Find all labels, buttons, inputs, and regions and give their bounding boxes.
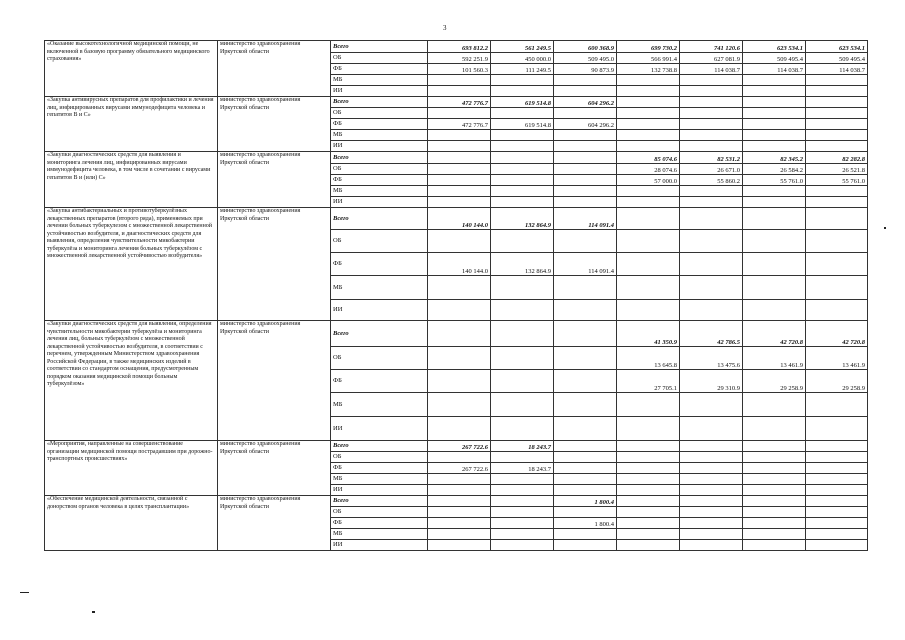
amount-cell — [680, 529, 743, 540]
amount-cell: 13 645.8 — [617, 347, 680, 370]
amount-cell — [491, 518, 554, 529]
amount-cell — [806, 197, 868, 208]
amount-cell — [491, 86, 554, 97]
funding-source-label: ФБ — [331, 518, 428, 529]
amount-cell: 26 521.8 — [806, 164, 868, 175]
amount-cell — [617, 393, 680, 417]
amount-cell — [680, 540, 743, 551]
amount-cell — [554, 86, 617, 97]
scan-mark — [20, 592, 29, 593]
amount-cell — [491, 540, 554, 551]
amount-cell: 13 461.9 — [743, 347, 806, 370]
amount-cell — [743, 108, 806, 119]
funding-source-label: МБ — [331, 474, 428, 485]
amount-cell — [428, 141, 491, 152]
amount-cell: 26 671.0 — [680, 164, 743, 175]
funding-source-label: ИИ — [331, 300, 428, 321]
amount-cell — [554, 300, 617, 321]
amount-cell — [491, 485, 554, 496]
amount-cell: 42 720.8 — [806, 321, 868, 347]
amount-cell — [680, 130, 743, 141]
funding-source-label: ФБ — [331, 253, 428, 276]
amount-cell — [806, 507, 868, 518]
amount-cell — [617, 417, 680, 441]
amount-cell: 29 258.9 — [743, 370, 806, 393]
funding-source-label: ИИ — [331, 417, 428, 441]
amount-cell — [428, 540, 491, 551]
amount-cell — [491, 370, 554, 393]
scan-mark — [92, 611, 95, 613]
amount-cell — [680, 141, 743, 152]
funding-source-label: ИИ — [331, 540, 428, 551]
funding-source-label: ОБ — [331, 507, 428, 518]
amount-cell — [491, 230, 554, 253]
amount-cell: 267 722.6 — [428, 463, 491, 474]
amount-cell: 28 074.6 — [617, 164, 680, 175]
amount-cell: 13 461.9 — [806, 347, 868, 370]
amount-cell: 619 514.8 — [491, 119, 554, 130]
amount-cell: 29 310.9 — [680, 370, 743, 393]
amount-cell — [617, 474, 680, 485]
funding-source-label: Всего — [331, 321, 428, 347]
amount-cell — [491, 300, 554, 321]
funding-source-label: Всего — [331, 41, 428, 53]
amount-cell — [743, 97, 806, 108]
amount-cell — [680, 452, 743, 463]
amount-cell: 29 258.9 — [806, 370, 868, 393]
amount-cell — [617, 97, 680, 108]
funding-source-label: Всего — [331, 208, 428, 230]
amount-cell — [806, 276, 868, 300]
amount-cell — [491, 321, 554, 347]
program-budget-table — [44, 40, 868, 551]
amount-cell — [743, 186, 806, 197]
amount-cell — [554, 130, 617, 141]
amount-cell — [743, 474, 806, 485]
amount-cell: 114 038.7 — [743, 64, 806, 75]
amount-cell — [554, 452, 617, 463]
amount-cell: 140 144.0 — [428, 208, 491, 230]
responsible-executor: министерство здравоохранения Иркутской области — [218, 97, 331, 152]
amount-cell — [428, 393, 491, 417]
amount-cell: 90 873.9 — [554, 64, 617, 75]
amount-cell: 132 864.9 — [491, 253, 554, 276]
amount-cell — [491, 141, 554, 152]
amount-cell — [680, 276, 743, 300]
amount-cell — [554, 230, 617, 253]
amount-cell — [743, 507, 806, 518]
amount-cell — [806, 441, 868, 452]
amount-cell — [491, 130, 554, 141]
amount-cell — [743, 540, 806, 551]
amount-cell: 111 249.5 — [491, 64, 554, 75]
amount-cell — [617, 441, 680, 452]
amount-cell: 1 800.4 — [554, 496, 617, 507]
amount-cell — [806, 86, 868, 97]
amount-cell: 699 730.2 — [617, 41, 680, 53]
program-title: «Оказание высокотехнологичной медицинской помощи, не включенной в базовую программу обязательного медицинского страхования» — [45, 41, 218, 97]
amount-cell: 42 720.8 — [743, 321, 806, 347]
funding-source-label: МБ — [331, 393, 428, 417]
amount-cell — [680, 496, 743, 507]
amount-cell: 472 776.7 — [428, 97, 491, 108]
funding-source-label: ИИ — [331, 197, 428, 208]
amount-cell — [428, 86, 491, 97]
amount-cell — [806, 474, 868, 485]
amount-cell — [617, 86, 680, 97]
amount-cell — [428, 370, 491, 393]
amount-cell — [554, 463, 617, 474]
amount-cell: 604 296.2 — [554, 97, 617, 108]
amount-cell — [428, 186, 491, 197]
amount-cell — [806, 496, 868, 507]
amount-cell — [743, 86, 806, 97]
funding-source-label: ФБ — [331, 175, 428, 186]
amount-cell — [680, 485, 743, 496]
amount-cell: 623 534.1 — [806, 41, 868, 53]
amount-cell — [680, 186, 743, 197]
amount-cell — [428, 230, 491, 253]
amount-cell — [680, 208, 743, 230]
amount-cell — [428, 347, 491, 370]
amount-cell — [428, 152, 491, 164]
amount-cell — [428, 507, 491, 518]
funding-source-label: ОБ — [331, 452, 428, 463]
amount-cell: 140 144.0 — [428, 253, 491, 276]
amount-cell — [554, 417, 617, 441]
amount-cell: 600 368.9 — [554, 41, 617, 53]
amount-cell — [680, 463, 743, 474]
amount-cell — [617, 507, 680, 518]
amount-cell — [806, 452, 868, 463]
amount-cell — [617, 496, 680, 507]
amount-cell — [491, 474, 554, 485]
amount-cell — [554, 393, 617, 417]
amount-cell — [806, 518, 868, 529]
funding-source-label: ФБ — [331, 370, 428, 393]
page-number: 3 — [443, 24, 447, 32]
amount-cell — [617, 529, 680, 540]
amount-cell: 623 534.1 — [743, 41, 806, 53]
amount-cell — [680, 474, 743, 485]
funding-source-label: ФБ — [331, 64, 428, 75]
amount-cell: 114 091.4 — [554, 253, 617, 276]
amount-cell — [743, 141, 806, 152]
amount-cell: 450 000.0 — [491, 53, 554, 64]
amount-cell: 18 243.7 — [491, 463, 554, 474]
amount-cell: 82 345.2 — [743, 152, 806, 164]
amount-cell — [806, 75, 868, 86]
amount-cell — [428, 276, 491, 300]
amount-cell — [491, 496, 554, 507]
amount-cell — [491, 347, 554, 370]
amount-cell: 132 864.9 — [491, 208, 554, 230]
amount-cell — [743, 253, 806, 276]
amount-cell — [680, 507, 743, 518]
amount-cell — [617, 230, 680, 253]
amount-cell — [806, 417, 868, 441]
amount-cell: 604 296.2 — [554, 119, 617, 130]
responsible-executor: министерство здравоохранения Иркутской области — [218, 441, 331, 496]
amount-cell — [554, 276, 617, 300]
amount-cell — [743, 130, 806, 141]
amount-cell — [743, 452, 806, 463]
amount-cell — [491, 186, 554, 197]
amount-cell: 472 776.7 — [428, 119, 491, 130]
amount-cell — [617, 276, 680, 300]
amount-cell — [806, 393, 868, 417]
amount-cell — [617, 518, 680, 529]
amount-cell — [617, 540, 680, 551]
responsible-executor: министерство здравоохранения Иркутской области — [218, 41, 331, 97]
amount-cell — [554, 474, 617, 485]
amount-cell — [617, 141, 680, 152]
amount-cell — [743, 485, 806, 496]
amount-cell — [491, 164, 554, 175]
funding-source-label: ФБ — [331, 119, 428, 130]
amount-cell: 114 038.7 — [680, 64, 743, 75]
amount-cell: 82 531.2 — [680, 152, 743, 164]
amount-cell — [554, 485, 617, 496]
amount-cell — [680, 108, 743, 119]
amount-cell — [428, 75, 491, 86]
responsible-executor: министерство здравоохранения Иркутской области — [218, 152, 331, 208]
responsible-executor: министерство здравоохранения Иркутской области — [218, 321, 331, 441]
amount-cell — [554, 507, 617, 518]
amount-cell — [617, 108, 680, 119]
amount-cell — [806, 141, 868, 152]
amount-cell — [428, 452, 491, 463]
amount-cell: 619 514.8 — [491, 97, 554, 108]
amount-cell — [617, 75, 680, 86]
amount-cell: 42 786.5 — [680, 321, 743, 347]
amount-cell — [428, 529, 491, 540]
amount-cell — [680, 393, 743, 417]
amount-cell — [428, 300, 491, 321]
amount-cell: 627 081.9 — [680, 53, 743, 64]
amount-cell — [554, 108, 617, 119]
amount-cell — [680, 230, 743, 253]
funding-source-label: ОБ — [331, 347, 428, 370]
amount-cell: 55 860.2 — [680, 175, 743, 186]
amount-cell: 509 495.0 — [554, 53, 617, 64]
amount-cell — [680, 253, 743, 276]
amount-cell — [554, 321, 617, 347]
amount-cell — [680, 97, 743, 108]
amount-cell: 18 243.7 — [491, 441, 554, 452]
amount-cell — [491, 452, 554, 463]
amount-cell: 509 495.4 — [743, 53, 806, 64]
program-title: «Закупки диагностических средств для выявления и мониторинга лечения лиц, инфицированных вирусами иммунодефицита человека, в том числе в сочетании с вирусами гепатитов В и (или) С» — [45, 152, 218, 208]
funding-source-label: ОБ — [331, 53, 428, 64]
program-title: «Обеспечение медицинской деятельности, связанной с донорством органов человека в целях трансплантации» — [45, 496, 218, 551]
amount-cell — [428, 175, 491, 186]
amount-cell — [806, 108, 868, 119]
amount-cell — [680, 119, 743, 130]
amount-cell: 741 120.6 — [680, 41, 743, 53]
amount-cell — [806, 485, 868, 496]
amount-cell — [743, 441, 806, 452]
amount-cell: 55 761.0 — [806, 175, 868, 186]
amount-cell — [617, 452, 680, 463]
amount-cell — [743, 75, 806, 86]
amount-cell — [743, 529, 806, 540]
amount-cell — [491, 417, 554, 441]
amount-cell — [680, 417, 743, 441]
funding-source-label: Всего — [331, 496, 428, 507]
amount-cell: 1 800.4 — [554, 518, 617, 529]
amount-cell — [491, 507, 554, 518]
amount-cell — [743, 230, 806, 253]
amount-cell — [428, 474, 491, 485]
amount-cell: 566 991.4 — [617, 53, 680, 64]
amount-cell — [617, 130, 680, 141]
program-title: «Закупки диагностических средств для выявления, определения чувствительности микобактерии туберкулёза и мониторинга лечения лиц, больных туберкулёзом с множественной лекарственной устойчивостью возбудителя, в соответствии с перечнем, утвержденным Министерством здравоохранения Российской Федерации, в также медицинских изделий в соответствии со стандартом оснащения, предусмотренным порядком оказания медицинской помощи больным туберкулёзом» — [45, 321, 218, 441]
funding-source-label: Всего — [331, 152, 428, 164]
responsible-executor: министерство здравоохранения Иркутской области — [218, 208, 331, 321]
amount-cell: 82 282.8 — [806, 152, 868, 164]
funding-source-label: ИИ — [331, 86, 428, 97]
amount-cell — [806, 230, 868, 253]
amount-cell — [491, 108, 554, 119]
amount-cell — [491, 75, 554, 86]
amount-cell — [554, 441, 617, 452]
amount-cell — [428, 197, 491, 208]
funding-source-label: ОБ — [331, 230, 428, 253]
amount-cell — [491, 175, 554, 186]
amount-cell — [806, 463, 868, 474]
amount-cell — [554, 197, 617, 208]
amount-cell — [806, 130, 868, 141]
amount-cell: 509 495.4 — [806, 53, 868, 64]
amount-cell — [680, 86, 743, 97]
amount-cell: 41 350.9 — [617, 321, 680, 347]
amount-cell: 85 074.6 — [617, 152, 680, 164]
amount-cell — [806, 529, 868, 540]
amount-cell: 267 722.6 — [428, 441, 491, 452]
amount-cell — [428, 164, 491, 175]
amount-cell — [743, 208, 806, 230]
funding-source-label: ОБ — [331, 108, 428, 119]
amount-cell — [554, 152, 617, 164]
amount-cell — [554, 141, 617, 152]
program-title: «Закупка антивирусных препаратов для профилактики и лечения лиц, инфицированных вирусами иммунодефицита человека и гепатитов В и С» — [45, 97, 218, 152]
amount-cell: 592 251.9 — [428, 53, 491, 64]
amount-cell — [617, 119, 680, 130]
amount-cell — [743, 417, 806, 441]
amount-cell: 132 738.8 — [617, 64, 680, 75]
amount-cell — [491, 529, 554, 540]
scan-mark — [884, 227, 886, 229]
amount-cell — [806, 300, 868, 321]
amount-cell — [554, 540, 617, 551]
amount-cell — [428, 485, 491, 496]
responsible-executor: министерство здравоохранения Иркутской области — [218, 496, 331, 551]
amount-cell — [806, 540, 868, 551]
program-title: «Мероприятия, направленные на совершенствование организации медицинской помощи пострадавшим при дорожно-транспортных происшествиях» — [45, 441, 218, 496]
amount-cell — [806, 97, 868, 108]
amount-cell — [743, 197, 806, 208]
funding-source-label: ФБ — [331, 463, 428, 474]
amount-cell — [554, 529, 617, 540]
funding-source-label: Всего — [331, 441, 428, 452]
amount-cell: 55 761.0 — [743, 175, 806, 186]
amount-cell — [680, 300, 743, 321]
amount-cell — [428, 130, 491, 141]
amount-cell — [806, 253, 868, 276]
amount-cell — [680, 518, 743, 529]
amount-cell — [554, 164, 617, 175]
amount-cell — [617, 197, 680, 208]
amount-cell — [617, 300, 680, 321]
funding-source-label: ИИ — [331, 485, 428, 496]
amount-cell — [554, 347, 617, 370]
amount-cell — [680, 197, 743, 208]
amount-cell — [806, 186, 868, 197]
amount-cell — [743, 496, 806, 507]
amount-cell — [806, 208, 868, 230]
amount-cell — [680, 441, 743, 452]
amount-cell — [554, 75, 617, 86]
amount-cell: 114 038.7 — [806, 64, 868, 75]
amount-cell — [680, 75, 743, 86]
amount-cell — [617, 186, 680, 197]
amount-cell — [491, 197, 554, 208]
funding-source-label: МБ — [331, 529, 428, 540]
amount-cell — [743, 518, 806, 529]
funding-source-label: ОБ — [331, 164, 428, 175]
amount-cell — [617, 253, 680, 276]
amount-cell: 101 560.3 — [428, 64, 491, 75]
amount-cell — [554, 370, 617, 393]
amount-cell — [743, 300, 806, 321]
amount-cell — [743, 393, 806, 417]
amount-cell — [428, 417, 491, 441]
amount-cell — [491, 393, 554, 417]
amount-cell — [743, 463, 806, 474]
funding-source-label: МБ — [331, 75, 428, 86]
program-title: «Закупка антибактериальных и противотуберкулёзных лекарственных препаратов (второго ряда), применяемых при лечении больных туберкулезом с множественной лекарственной устойчивостью возбудителя, и диагностических средств для выявления, определения чувствительности микобактерии туберкулёза и мониторинга лечения больных туберкулёзом с множественной лекарственной устойчивостью возбудителя» — [45, 208, 218, 321]
amount-cell: 26 584.2 — [743, 164, 806, 175]
amount-cell: 693 812.2 — [428, 41, 491, 53]
amount-cell — [554, 186, 617, 197]
amount-cell — [617, 208, 680, 230]
amount-cell: 57 000.0 — [617, 175, 680, 186]
funding-source-label: ИИ — [331, 141, 428, 152]
amount-cell — [428, 496, 491, 507]
amount-cell — [491, 152, 554, 164]
funding-source-label: МБ — [331, 276, 428, 300]
funding-source-label: МБ — [331, 186, 428, 197]
amount-cell — [617, 463, 680, 474]
amount-cell — [806, 119, 868, 130]
amount-cell: 114 091.4 — [554, 208, 617, 230]
amount-cell: 561 249.5 — [491, 41, 554, 53]
amount-cell — [743, 276, 806, 300]
amount-cell — [428, 518, 491, 529]
funding-source-label: Всего — [331, 97, 428, 108]
amount-cell — [554, 175, 617, 186]
amount-cell — [491, 276, 554, 300]
amount-cell — [743, 119, 806, 130]
amount-cell: 27 705.1 — [617, 370, 680, 393]
funding-source-label: МБ — [331, 130, 428, 141]
amount-cell: 13 475.6 — [680, 347, 743, 370]
amount-cell — [428, 108, 491, 119]
amount-cell — [617, 485, 680, 496]
amount-cell — [428, 321, 491, 347]
